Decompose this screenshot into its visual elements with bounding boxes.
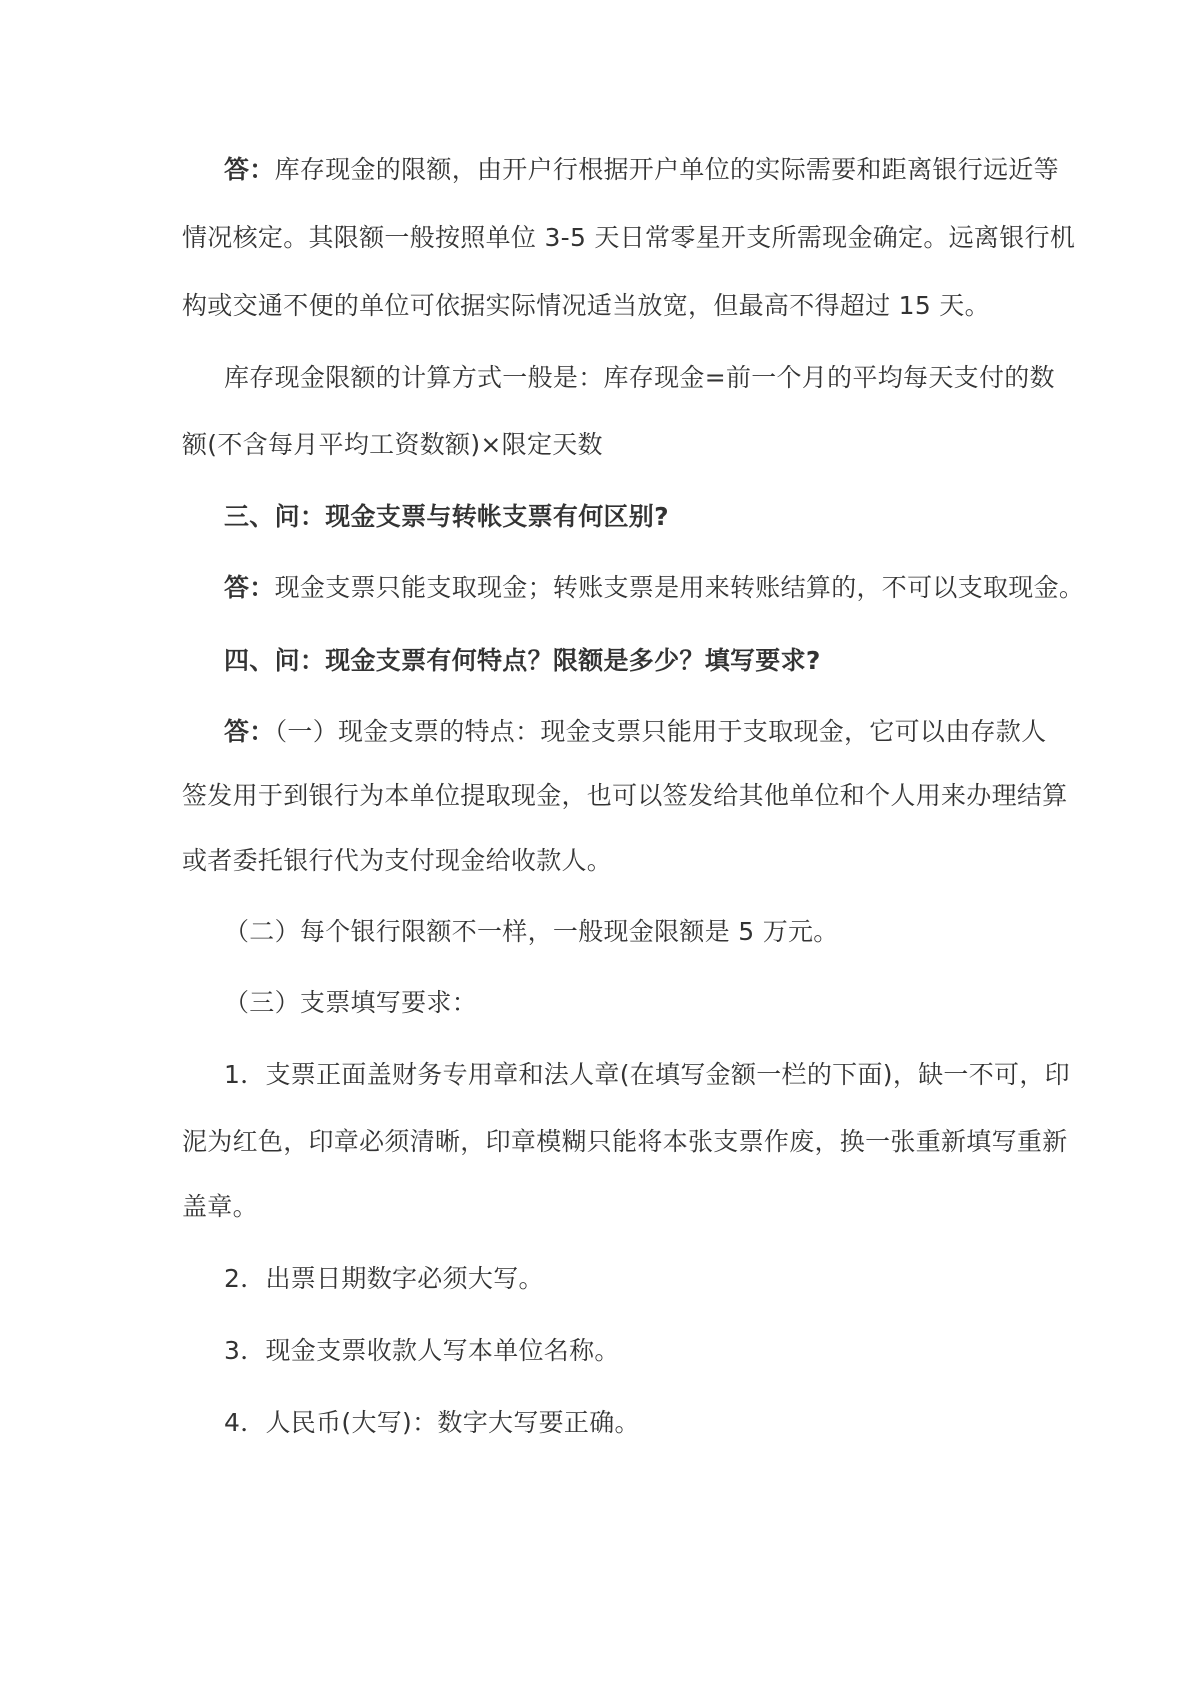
answer-label: 答： [224, 573, 275, 602]
paragraph-line: （二）每个银行限额不一样，一般现金限额是 5 万元。 [224, 917, 839, 946]
paragraph-line: 情况核定。其限额一般按照单位 3-5 天日常零星开支所需现金确定。远离银行机 [182, 223, 1076, 252]
answer-line [224, 570, 1084, 606]
answer-line [224, 714, 1046, 750]
answer-label: 答： [224, 717, 275, 746]
list-item-line: 泥为红色，印章必须清晰，印章模糊只能将本张支票作废，换一张重新填写重新 [182, 1127, 1068, 1156]
question-heading: 四、问：现金支票有何特点？限额是多少？填写要求? [224, 646, 821, 675]
paragraph-line: 构或交通不便的单位可依据实际情况适当放宽，但最高不得超过 15 天。 [182, 291, 990, 320]
answer-text: （一）现金支票的特点：现金支票只能用于支取现金，它可以由存款人 [274, 717, 1047, 746]
paragraph-line: 签发用于到银行为本单位提取现金，也可以签发给其他单位和个人用来办理结算 [182, 781, 1068, 810]
list-item-line: 1．支票正面盖财务专用章和法人章(在填写金额一栏的下面)，缺一不可，印 [224, 1060, 1070, 1089]
paragraph-line: 额(不含每月平均工资数额)×限定天数 [182, 430, 603, 459]
answer-label: 答： [224, 155, 275, 184]
list-item: 4．人民币(大写)：数字大写要正确。 [224, 1408, 640, 1437]
paragraph-line: （三）支票填写要求： [224, 988, 478, 1017]
paragraph-line: 或者委托银行代为支付现金给收款人。 [182, 846, 613, 875]
answer-text: 库存现金的限额，由开户行根据开户单位的实际需要和距离银行远近等 [274, 155, 1059, 184]
paragraph-line: 库存现金限额的计算方式一般是：库存现金=前一个月的平均每天支付的数 [224, 363, 1055, 392]
question-heading: 三、问：现金支票与转帐支票有何区别? [224, 502, 669, 531]
list-item: 3．现金支票收款人写本单位名称。 [224, 1336, 620, 1365]
list-item-line: 盖章。 [182, 1192, 258, 1221]
list-item: 2．出票日期数字必须大写。 [224, 1264, 544, 1293]
answer-line [224, 152, 1059, 188]
answer-text: 现金支票只能支取现金；转账支票是用来转账结算的，不可以支取现金。 [274, 573, 1085, 602]
